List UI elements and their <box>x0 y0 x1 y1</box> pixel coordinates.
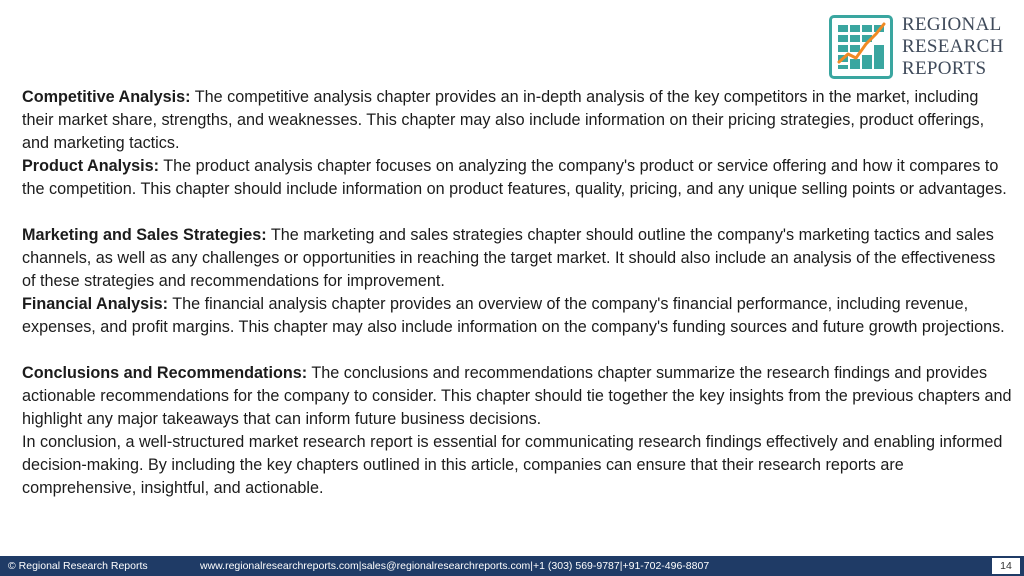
footer-website-link[interactable]: www.regionalresearchreports.com <box>200 560 359 572</box>
footer-phone-us: +1 (303) 569-9787 <box>533 560 620 572</box>
section-heading: Product Analysis: <box>22 157 160 175</box>
section-heading: Financial Analysis: <box>22 295 169 313</box>
footer-separator: | <box>530 560 534 572</box>
section-financial-analysis <box>22 293 1012 339</box>
section-heading: Competitive Analysis: <box>22 88 191 106</box>
bar-chart-grid-icon <box>829 15 893 79</box>
section-text: The product analysis chapter focuses on analyzing the company's product or service offering and how it compares to the competition. This chapter should include information on product features, quality, pricing, and any unique selling points or advantages. <box>22 157 1007 198</box>
section-product-analysis <box>22 155 1012 201</box>
document-body <box>22 86 1012 500</box>
section-conclusions <box>22 362 1012 431</box>
footer-bar <box>0 556 1024 576</box>
footer-separator: | <box>358 560 362 572</box>
logo-wordmark <box>902 14 1004 80</box>
conclusion-paragraph: In conclusion, a well-structured market research report is essential for communicating research findings effectively and enabling informed decision-making. By including the key chapters outlined in this article, companies can ensure that their research reports are comprehensive, insightful, and actionable. <box>22 433 1003 497</box>
section-competitive-analysis <box>22 86 1012 155</box>
section-text: The competitive analysis chapter provides an in-depth analysis of the key competitors in the market, including their market share, strengths, and weaknesses. This chapter may also include information on their pricing strategies, product offerings, and marketing tactics. <box>22 88 985 152</box>
footer-phone-in: +91-702-496-8807 <box>622 560 710 572</box>
section-marketing-sales <box>22 224 1012 293</box>
footer-email-link[interactable]: sales@regionalresearchreports.com <box>361 560 531 572</box>
logo-line-2: RESEARCH <box>902 36 1004 57</box>
section-text: The conclusions and recommendations chapter summarize the research findings and provides actionable recommendations for the company to consider. This chapter should tie together the key insights from the previous chapters and highlight any major takeaways that can inform future business decisions. <box>22 364 1012 428</box>
company-logo <box>829 12 1004 82</box>
footer-copyright: © Regional Research Reports <box>8 560 148 572</box>
page-number: 14 <box>992 558 1020 574</box>
section-heading: Conclusions and Recommendations: <box>22 364 308 382</box>
footer-contact <box>200 556 709 576</box>
logo-line-1: REGIONAL <box>902 14 1002 35</box>
footer-separator: | <box>619 560 623 572</box>
logo-line-3: REPORTS <box>902 58 987 79</box>
section-text: The marketing and sales strategies chapter should outline the company's marketing tactics and sales channels, as well as any challenges or opportunities in reaching the target market. It should also include an analysis of the effectiveness of these strategies and recommendations for improvement. <box>22 226 996 290</box>
section-heading: Marketing and Sales Strategies: <box>22 226 267 244</box>
section-text: The financial analysis chapter provides an overview of the company's financial performance, including revenue, expenses, and profit margins. This chapter may also include information on the company's funding sources and future growth projections. <box>22 295 1005 336</box>
